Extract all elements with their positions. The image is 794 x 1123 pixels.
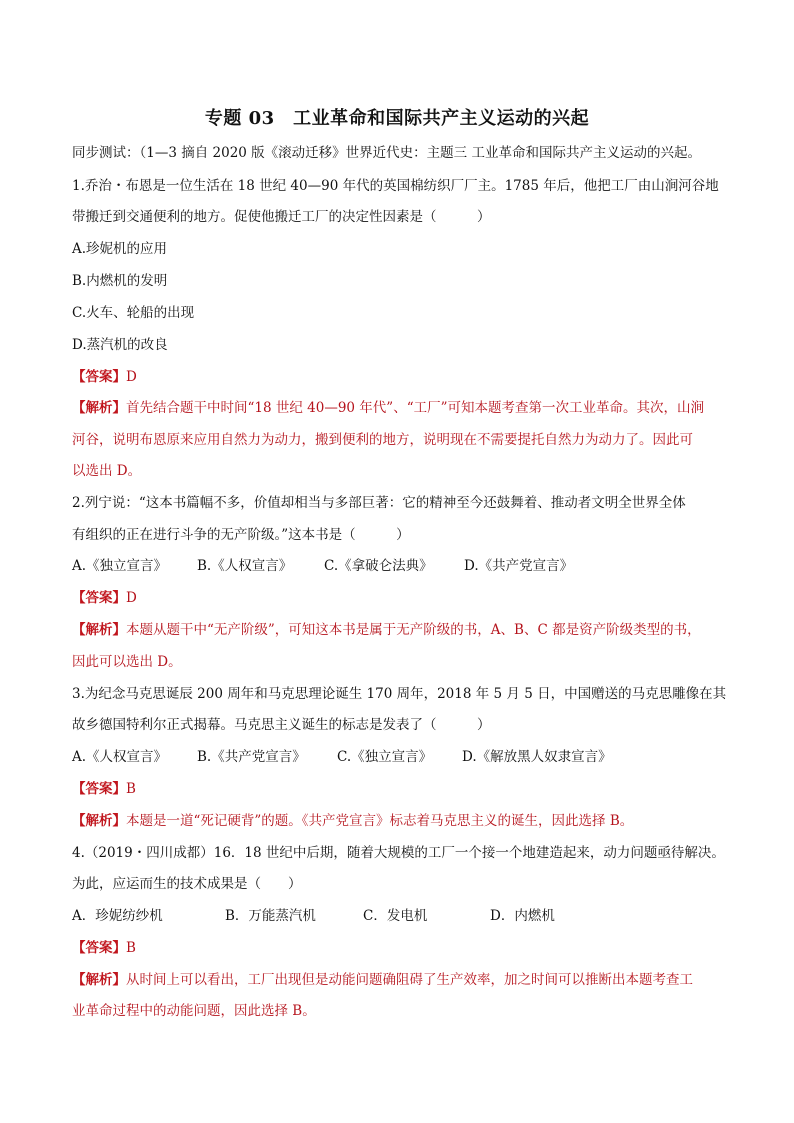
q1-answer [72,367,732,387]
answer-label: 【答案】 [72,369,126,385]
q4-analysis-line-2: 业革命过程中的动能问题，因此选择 B。 [72,1003,316,1019]
page-title: 专题 03 工业革命和国际共产主义运动的兴起 [204,108,590,129]
q4-answer [72,938,732,958]
q1-stem-line-1: 1.乔治・布恩是一位生活在 18 世纪 40—90 年代的英国棉纺织厂厂主。1785 年后，他把工厂由山涧河谷地 [72,178,719,194]
q3-stem-line-2: 故乡德国特利尔正式揭幕。马克思主义诞生的标志是发表了（ ） [72,717,491,733]
q2-analysis-text: 本题从题干中“无产阶级”，可知这本书是属于无产阶级的书，A、B、C 都是资产阶级类型的书， [126,622,701,638]
q2-analysis-line-1 [72,620,732,640]
q1-stem-line-2: 带搬迁到交通便利的地方。促使他搬迁工厂的决定性因素是（ ） [72,209,491,225]
q3-option-a: A.《人权宣言》 [72,749,168,765]
q2-stem-line-2: 有组织的正在进行斗争的无产阶级。”这本书是（ ） [72,527,410,543]
answer-label: 【答案】 [72,781,126,797]
q3-option-b: B.《共产党宣言》 [197,749,306,765]
q4-stem-line-1: 4.（2019・四川成都）16．18 世纪中后期，随着大规模的工厂一个接一个地建造起来，动力问题亟待解决。 [72,845,725,861]
q2-option-c: C.《拿破仑法典》 [324,558,433,574]
q4-analysis-text: 从时间上可以看出，工厂出现但是动能问题确阻碍了生产效率，加之时间可以推断出本题考查工 [126,972,693,988]
q2-options [72,556,732,576]
q3-options [72,747,732,767]
q3-stem-line-1: 3.为纪念马克思诞辰 200 周年和马克思理论诞生 170 周年，2018 年 5 月 5 日，中国赠送的马克思雕像在其 [72,686,727,702]
q1-analysis-line-1 [72,398,732,418]
q4-analysis-line-1 [72,970,732,990]
q1-option-a: A.珍妮机的应用 [72,241,168,257]
q1-answer-value: D [126,369,137,385]
q2-answer [72,588,732,608]
q3-option-d: D.《解放黑人奴隶宣言》 [462,749,612,765]
q2-option-b: B.《人权宣言》 [197,558,293,574]
q4-option-d: D．内燃机 [490,908,555,924]
q1-option-b: B.内燃机的发明 [72,273,168,289]
q1-analysis-text: 首先结合题干中时间“18 世纪 40—90 年代”、“工厂”可知本题考查第一次工业革命。其次，山涧 [126,400,705,416]
q4-options [72,906,732,926]
q3-analysis-line-1 [72,811,732,831]
q2-stem-line-1: 2.列宁说：“这本书篇幅不多，价值却相当与多部巨著：它的精神至今还鼓舞着、推动者文明全世界全体 [72,495,686,511]
analysis-label: 【解析】 [72,622,126,638]
analysis-label: 【解析】 [72,972,126,988]
q3-answer [72,779,732,799]
intro-text: 同步测试：（1—3 摘自 2020 版《滚动迁移》世界近代史：主题三 工业革命和国际共产主义运动的兴起。 [72,145,701,161]
q1-analysis-line-3: 以选出 D。 [72,463,142,479]
q2-answer-value: D [126,590,137,606]
answer-label: 【答案】 [72,590,126,606]
q3-answer-value: B [126,781,136,797]
q2-option-a: A.《独立宣言》 [72,558,168,574]
analysis-label: 【解析】 [72,813,126,829]
q4-answer-value: B [126,940,136,956]
q4-option-a: A．珍妮纺纱机 [72,908,163,924]
q4-option-b: B．万能蒸汽机 [225,908,316,924]
answer-label: 【答案】 [72,940,126,956]
q2-analysis-line-2: 因此可以选出 D。 [72,654,182,670]
q1-option-d: D.蒸汽机的改良 [72,337,168,353]
q4-option-c: C．发电机 [363,908,428,924]
q3-option-c: C.《独立宣言》 [337,749,433,765]
q3-analysis-text: 本题是一道“死记硬背”的题。《共产党宣言》标志着马克思主义的诞生，因此选择 B。 [126,813,634,829]
q4-stem-line-2: 为此，应运而生的技术成果是（ ） [72,876,302,892]
q1-analysis-line-2: 河谷，说明布恩原来应用自然力为动力，搬到便利的地方，说明现在不需要提托自然力为动力了。因此可 [72,432,693,448]
analysis-label: 【解析】 [72,400,126,416]
q1-option-c: C.火车、轮船的出现 [72,305,195,321]
q2-option-d: D.《共产党宣言》 [464,558,574,574]
